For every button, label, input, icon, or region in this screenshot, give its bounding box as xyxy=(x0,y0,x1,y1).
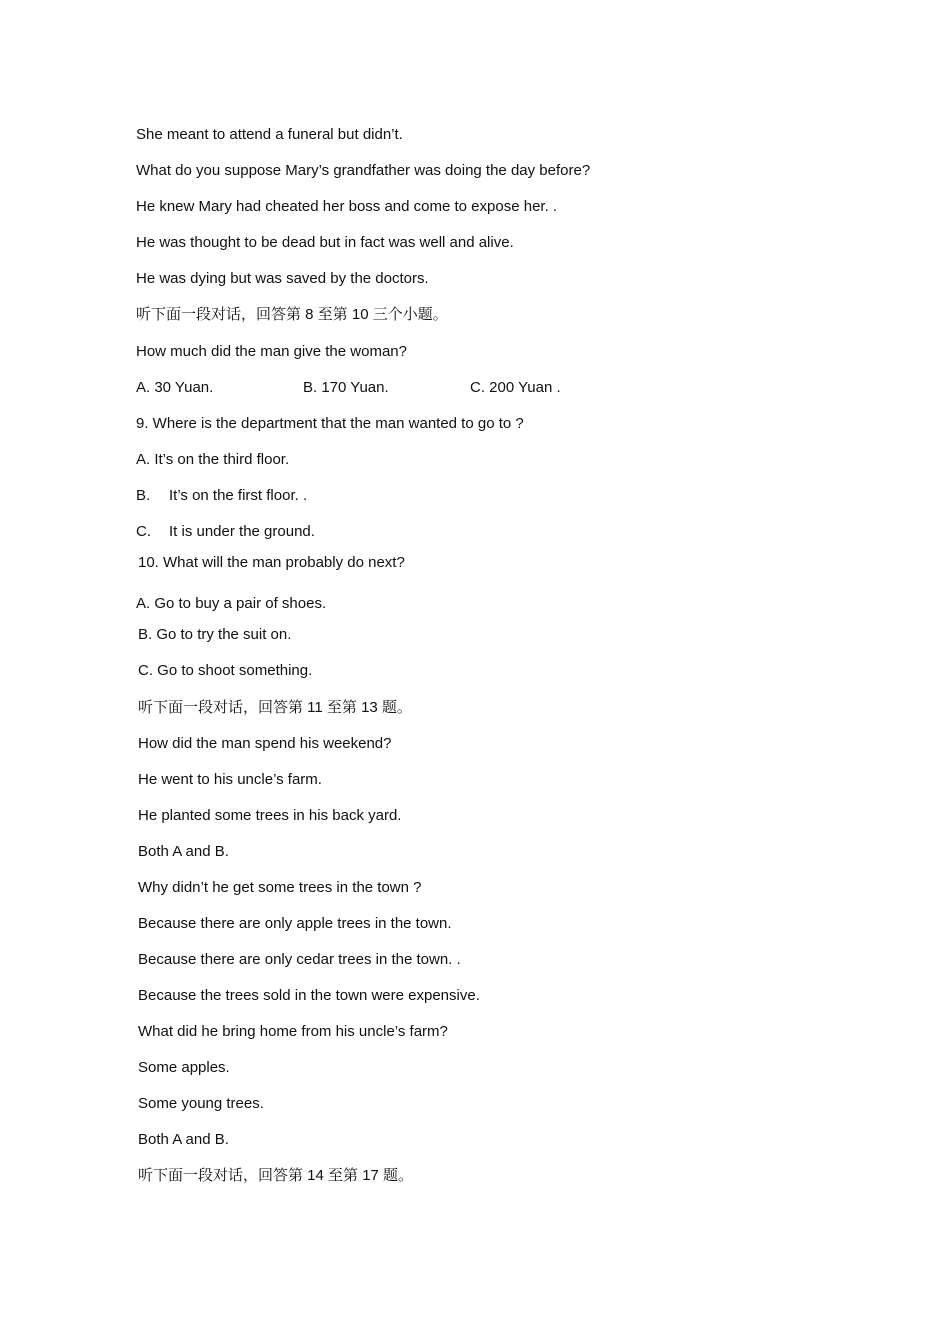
section-instruction: 听下面一段对话，回答第 14 至第 17 题。 xyxy=(138,1167,414,1184)
answer-option: B. Go to try the suit on. xyxy=(138,626,292,643)
question-text: 10. What will the man probably do next? xyxy=(138,554,405,571)
answer-option: He was thought to be dead but in fact was well and alive. xyxy=(136,234,514,251)
answer-option: She meant to attend a funeral but didn’t. xyxy=(136,126,403,143)
answer-option: He planted some trees in his back yard. xyxy=(138,807,402,824)
answer-option xyxy=(136,487,307,505)
option-text: It’s on the first floor. . xyxy=(169,487,308,504)
answer-option: He was dying but was saved by the doctors. xyxy=(136,270,429,287)
question-text: How did the man spend his weekend? xyxy=(138,735,392,752)
answer-option-a: A. 30 Yuan. xyxy=(136,379,214,396)
answer-option: Both A and B. xyxy=(138,843,229,860)
option-label: B. xyxy=(136,487,151,504)
answer-option: Because there are only cedar trees in the town. . xyxy=(138,951,461,968)
answer-option: A. It’s on the third floor. xyxy=(136,451,290,468)
answer-option: Some young trees. xyxy=(138,1095,264,1112)
answer-option-b: B. 170 Yuan. xyxy=(303,379,389,396)
answer-option: Both A and B. xyxy=(138,1131,229,1148)
answer-option xyxy=(136,523,315,541)
answer-option: Some apples. xyxy=(138,1059,230,1076)
question-text: 9. Where is the department that the man wanted to go to ? xyxy=(136,415,524,432)
question-text: Why didn’t he get some trees in the town ? xyxy=(138,879,422,896)
answer-option-c: C. 200 Yuan . xyxy=(470,379,561,396)
section-instruction: 听下面一段对话，回答第 8 至第 10 三个小题。 xyxy=(136,306,448,323)
option-text: It is under the ground. xyxy=(169,523,315,540)
answer-option: C. Go to shoot something. xyxy=(138,662,313,679)
option-label: C. xyxy=(136,523,151,540)
question-text: What do you suppose Mary’s grandfather was doing the day before? xyxy=(136,162,591,179)
answer-option: He went to his uncle’s farm. xyxy=(138,771,322,788)
answer-option: Because the trees sold in the town were expensive. xyxy=(138,987,480,1004)
question-text: How much did the man give the woman? xyxy=(136,343,407,360)
question-text: What did he bring home from his uncle’s farm? xyxy=(138,1023,448,1040)
answer-option: He knew Mary had cheated her boss and come to expose her. . xyxy=(136,198,558,215)
section-instruction: 听下面一段对话，回答第 11 至第 13 题。 xyxy=(138,699,412,716)
answer-option: Because there are only apple trees in the town. xyxy=(138,915,452,932)
answer-option: A. Go to buy a pair of shoes. xyxy=(136,595,327,612)
